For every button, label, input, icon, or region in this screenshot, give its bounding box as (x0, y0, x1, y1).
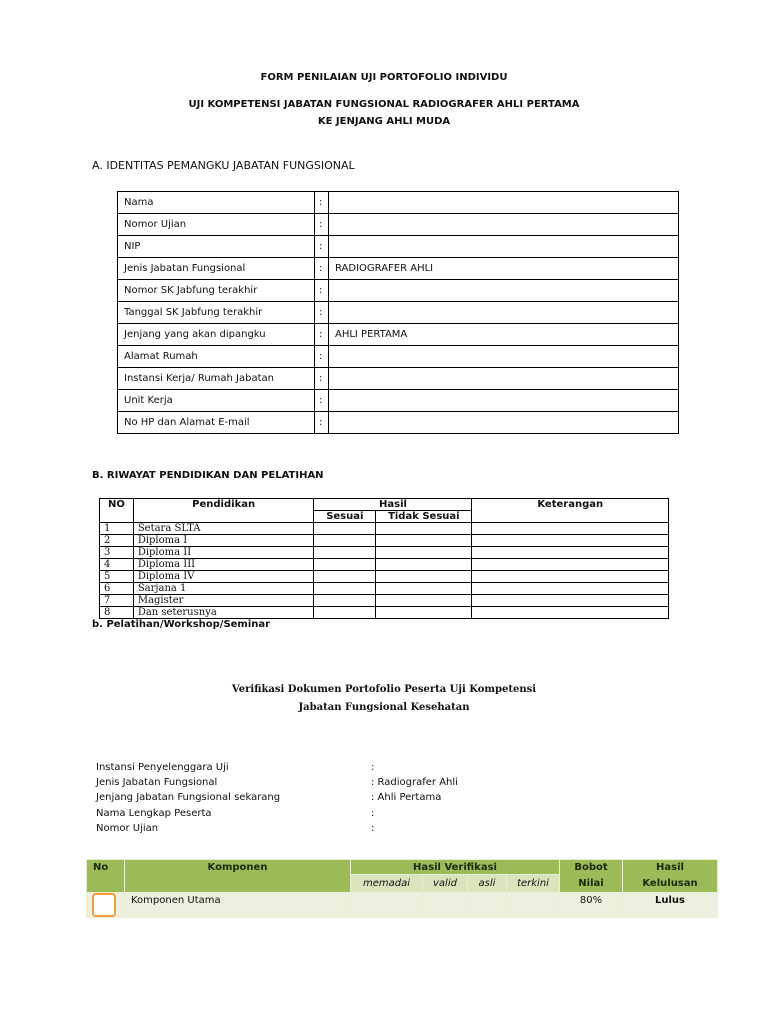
education-level: Dan seterusnya (133, 607, 314, 619)
identity-row (118, 258, 679, 280)
education-keterangan[interactable] (472, 595, 669, 607)
education-sesuai[interactable] (314, 583, 376, 595)
identity-label: Unit Kerja (118, 390, 315, 412)
form-title: FORM PENILAIAN UJI PORTOFOLIO INDIVIDU (260, 72, 508, 83)
info-label: Jenis Jabatan Fungsional (96, 777, 218, 789)
col-tidak-sesuai: Tidak Sesuai (376, 511, 472, 523)
education-row (100, 523, 669, 535)
col-keterangan: Keterangan (472, 499, 669, 523)
identity-label: No HP dan Alamat E-mail (118, 412, 315, 434)
identity-row (118, 390, 679, 412)
education-tidak-sesuai[interactable] (376, 583, 472, 595)
vt-row-terkini (507, 893, 560, 918)
identity-separator: : (315, 390, 329, 412)
education-tidak-sesuai[interactable] (376, 607, 472, 619)
pelatihan-heading: b. Pelatihan/Workshop/Seminar (92, 619, 271, 630)
education-level: Diploma II (133, 547, 314, 559)
education-keterangan[interactable] (472, 607, 669, 619)
education-level: Diploma III (133, 559, 314, 571)
info-value: : (371, 807, 375, 819)
education-no: 8 (100, 607, 134, 619)
education-level: Diploma IV (133, 571, 314, 583)
education-tidak-sesuai[interactable] (376, 595, 472, 607)
education-row (100, 571, 669, 583)
identity-row (118, 236, 679, 258)
education-no: 2 (100, 535, 134, 547)
identity-value[interactable] (329, 368, 679, 390)
education-row (100, 535, 669, 547)
education-table (99, 498, 669, 619)
education-sesuai[interactable] (314, 559, 376, 571)
identity-row (118, 412, 679, 434)
identity-separator: : (315, 302, 329, 324)
verification-table (86, 859, 718, 918)
education-level: Sarjana 1 (133, 583, 314, 595)
section-a-heading: A. IDENTITAS PEMANGKU JABATAN FUNGSIONAL (92, 159, 355, 172)
col-no: NO (100, 499, 134, 523)
info-value: : (371, 762, 375, 773)
vt-row-hasil: Lulus (623, 893, 718, 918)
verification-title-1: Verifikasi Dokumen Portofolio Peserta Uji Kompetensi (231, 684, 537, 695)
education-tidak-sesuai[interactable] (376, 559, 472, 571)
info-label: Nama Lengkap Peserta (96, 807, 212, 819)
identity-label: Jenis Jabatan Fungsional (118, 258, 315, 280)
col-pendidikan: Pendidikan (133, 499, 314, 523)
vt-row-valid (423, 893, 468, 918)
identity-value[interactable] (329, 280, 679, 302)
education-tidak-sesuai[interactable] (376, 535, 472, 547)
info-value: : Ahli Pertama (371, 792, 442, 804)
vt-row-komponen: Komponen Utama (125, 893, 351, 918)
education-no: 3 (100, 547, 134, 559)
education-no: 1 (100, 523, 134, 535)
vt-col-hasil (623, 860, 718, 893)
education-level: Diploma I (133, 535, 314, 547)
education-sesuai[interactable] (314, 523, 376, 535)
identity-row (118, 368, 679, 390)
identity-separator: : (315, 236, 329, 258)
education-tidak-sesuai[interactable] (376, 523, 472, 535)
verification-title-2: Jabatan Fungsional Kesehatan (298, 702, 470, 713)
identity-value[interactable] (329, 192, 679, 214)
education-no: 5 (100, 571, 134, 583)
education-sesuai[interactable] (314, 571, 376, 583)
education-keterangan[interactable] (472, 523, 669, 535)
vt-row-bobot: 80% (560, 893, 623, 918)
education-keterangan[interactable] (472, 535, 669, 547)
section-b-heading: B. RIWAYAT PENDIDIKAN DAN PELATIHAN (92, 470, 324, 481)
education-tidak-sesuai[interactable] (376, 547, 472, 559)
vt-col-valid: valid (423, 875, 468, 893)
identity-row (118, 280, 679, 302)
col-sesuai: Sesuai (314, 511, 376, 523)
identity-label: Tanggal SK Jabfung terakhir (118, 302, 315, 324)
identity-separator: : (315, 258, 329, 280)
education-keterangan[interactable] (472, 559, 669, 571)
education-no: 6 (100, 583, 134, 595)
vt-col-hasil-verifikasi: Hasil Verifikasi (351, 860, 560, 875)
info-label: Instansi Penyelenggara Uji (96, 762, 229, 773)
vt-bobot-line1: Bobot (574, 862, 608, 873)
education-sesuai[interactable] (314, 607, 376, 619)
education-level: Magister (133, 595, 314, 607)
education-row (100, 547, 669, 559)
identity-label: Nomor Ujian (118, 214, 315, 236)
identity-label: NIP (118, 236, 315, 258)
col-hasil: Hasil (314, 499, 472, 511)
education-no: 4 (100, 559, 134, 571)
identity-value[interactable] (329, 236, 679, 258)
form-subtitle-2: KE JENJANG AHLI MUDA (317, 116, 451, 127)
identity-row (118, 214, 679, 236)
identity-separator: : (315, 192, 329, 214)
identity-row (118, 324, 679, 346)
identity-row (118, 192, 679, 214)
identity-separator: : (315, 346, 329, 368)
vt-col-no: No (87, 860, 125, 893)
identity-label: Nama (118, 192, 315, 214)
identity-value[interactable] (329, 412, 679, 434)
identity-separator: : (315, 412, 329, 434)
education-sesuai[interactable] (314, 535, 376, 547)
education-tidak-sesuai[interactable] (376, 571, 472, 583)
education-level: Setara SLTA (133, 523, 314, 535)
vt-row-asli (468, 893, 507, 918)
vt-col-memadai: memadai (351, 875, 423, 893)
identity-value[interactable] (329, 346, 679, 368)
identity-label: Nomor SK Jabfung terakhir (118, 280, 315, 302)
identity-value[interactable] (329, 390, 679, 412)
info-label: Jenjang Jabatan Fungsional sekarang (96, 792, 281, 804)
identity-value[interactable]: AHLI PERTAMA (329, 324, 679, 346)
identity-row (118, 346, 679, 368)
identity-label: Alamat Rumah (118, 346, 315, 368)
identity-label: Instansi Kerja/ Rumah Jabatan (118, 368, 315, 390)
identity-separator: : (315, 368, 329, 390)
vt-bobot-line2: Nilai (578, 878, 604, 889)
vt-row-memadai (351, 893, 423, 918)
identity-table (117, 191, 679, 434)
info-label: Nomor Ujian (96, 822, 159, 834)
identity-separator: : (315, 214, 329, 236)
education-row (100, 607, 669, 619)
education-sesuai[interactable] (314, 595, 376, 607)
identity-separator: : (315, 324, 329, 346)
identity-value[interactable] (329, 302, 679, 324)
info-value: : (371, 822, 375, 834)
education-no: 7 (100, 595, 134, 607)
identity-value[interactable] (329, 214, 679, 236)
identity-separator: : (315, 280, 329, 302)
vt-hasil-line1: Hasil (656, 862, 684, 873)
vt-col-asli: asli (468, 875, 507, 893)
education-row (100, 583, 669, 595)
education-row (100, 559, 669, 571)
checkbox-icon[interactable] (92, 893, 116, 917)
education-sesuai[interactable] (314, 547, 376, 559)
vt-col-komponen: Komponen (125, 860, 351, 893)
education-row (100, 595, 669, 607)
education-keterangan[interactable] (472, 583, 669, 595)
identity-value[interactable]: RADIOGRAFER AHLI (329, 258, 679, 280)
education-keterangan[interactable] (472, 547, 669, 559)
identity-row (118, 302, 679, 324)
vt-col-terkini: terkini (507, 875, 560, 893)
vt-hasil-line2: Kelulusan (642, 878, 698, 889)
form-subtitle-1: UJI KOMPETENSI JABATAN FUNGSIONAL RADIOGRAFER AHLI PERTAMA (188, 99, 580, 110)
vt-col-bobot (560, 860, 623, 893)
identity-label: Jenjang yang akan dipangku (118, 324, 315, 346)
education-keterangan[interactable] (472, 571, 669, 583)
info-value: : Radiografer Ahli (371, 777, 458, 789)
